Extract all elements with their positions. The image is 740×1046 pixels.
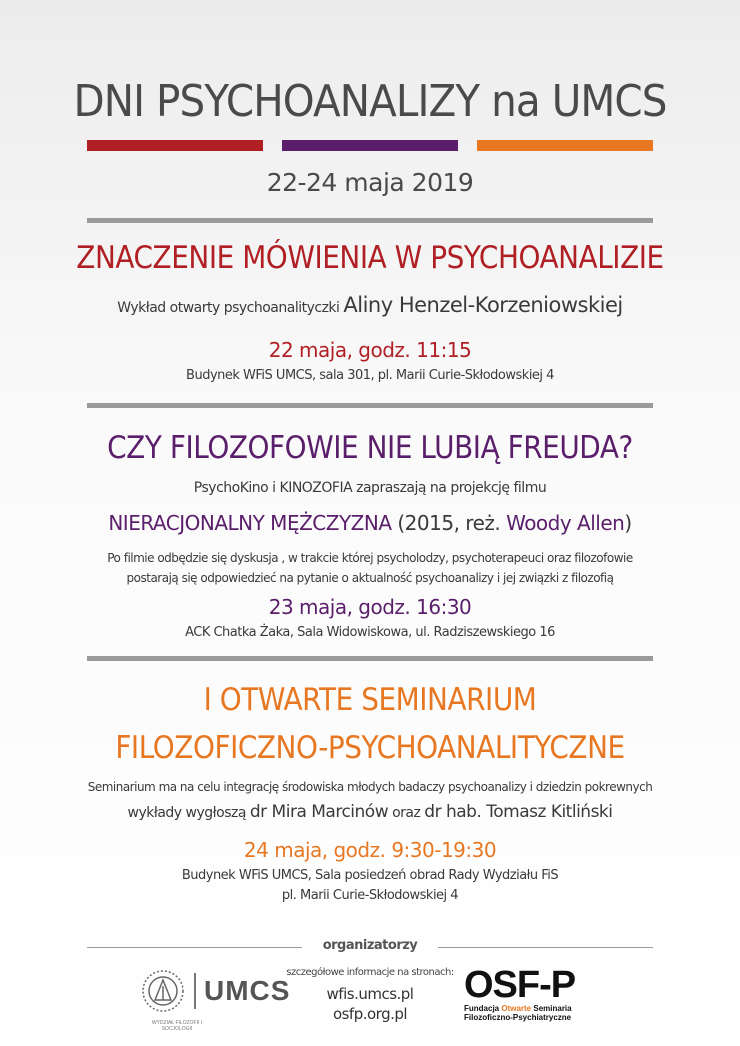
event2-intro: PsychoKino i KINOZOFIA zapraszają na projekcję filmu: [193, 480, 547, 496]
lecturers-intro: wykłady wygłoszą: [127, 805, 250, 821]
film-title: NIERACJONALNY MĘŻCZYZNA: [108, 511, 392, 535]
event2-title: CZY FILOZOFOWIE NIE LUBIĄ FREUDA?: [107, 430, 633, 466]
event3-where1: Budynek WFiS UMCS, Sala posiedzeń obrad Rady Wydziału FiS: [181, 868, 559, 883]
separator: [87, 218, 653, 223]
event1-where: Budynek WFiS UMCS, sala 301, pl. Marii Curie-Skłodowskiej 4: [186, 368, 554, 383]
info-label: szczegółowe informacje na stronach:: [286, 967, 454, 978]
site-link-1[interactable]: wfis.umcs.pl: [326, 985, 414, 1003]
event-dates: 22-24 maja 2019: [266, 168, 474, 197]
umcs-name: UMCS: [204, 975, 291, 1006]
osfp-logo: [464, 966, 594, 1022]
red-bar: [87, 140, 263, 151]
event1-when: 22 maja, godz. 11:15: [268, 338, 472, 362]
event3-lecturers: [0, 802, 740, 822]
osfp-sub-c: Seminaria: [531, 1004, 572, 1013]
event2-desc2: postarają się odpowiedzieć na pytanie o aktualność psychoanalizy i jej związki z filozofią: [126, 571, 614, 585]
event3-title-line1: I OTWARTE SEMINARIUM: [203, 682, 537, 718]
site-link-2[interactable]: osfp.org.pl: [332, 1005, 408, 1023]
event2-desc1: Po filmie odbędzie się dyskusja , w trakcie której psycholodzy, psychoterapeuci oraz filozofowie: [107, 551, 633, 565]
osfp-sub-d: Filozoficzno-Psychiatryczne: [464, 1013, 572, 1022]
event2-film-line: [0, 511, 740, 535]
osfp-sub-b: Otwarte: [501, 1004, 532, 1013]
event3-when: 24 maja, godz. 9:30-19:30: [243, 838, 497, 862]
event1-intro: [0, 293, 740, 317]
film-info-end: ): [624, 511, 632, 535]
orange-bar: [477, 140, 653, 151]
separator: [87, 403, 653, 408]
film-director: Woody Allen: [506, 511, 625, 535]
organizers-label: organizatorzy: [322, 938, 418, 953]
event1-intro-text: Wykład otwarty psychoanalityczki: [117, 300, 344, 316]
event2-when: 23 maja, godz. 16:30: [268, 595, 472, 619]
page-title: DNI PSYCHOANALIZY na UMCS: [73, 76, 667, 127]
osfp-name: OSF-P: [464, 964, 576, 1006]
color-bars: [87, 140, 653, 151]
lecturer-2: dr hab. Tomasz Kitliński: [424, 802, 613, 822]
event3-desc: Seminarium ma na celu integrację środowiska młodych badaczy psychoanalizy i dziedzin pokrewnych: [87, 780, 653, 794]
purple-bar: [282, 140, 458, 151]
event2-where: ACK Chatka Żaka, Sala Widowiskowa, ul. Radziszewskiego 16: [185, 625, 555, 640]
osfp-subtitle: [464, 1004, 594, 1022]
film-info: (2015, reż.: [391, 511, 507, 535]
lecturers-and: oraz: [388, 805, 425, 821]
event3-where2: pl. Marii Curie-Skłodowskiej 4: [281, 888, 459, 903]
event1-title: ZNACZENIE MÓWIENIA W PSYCHOANALIZIE: [76, 240, 664, 276]
umcs-subtitle: WYDZIAŁ FILOZOFII I SOCJOLOGII: [151, 1020, 203, 1032]
event1-speaker: Aliny Henzel-Korzeniowskiej: [343, 293, 623, 317]
osfp-sub-a: Fundacja: [464, 1004, 502, 1013]
event3-title-line2: FILOZOFICZNO-PSYCHOANALITYCZNE: [115, 730, 625, 766]
separator: [87, 656, 653, 661]
lecturer-1: dr Mira Marcinów: [249, 802, 389, 822]
